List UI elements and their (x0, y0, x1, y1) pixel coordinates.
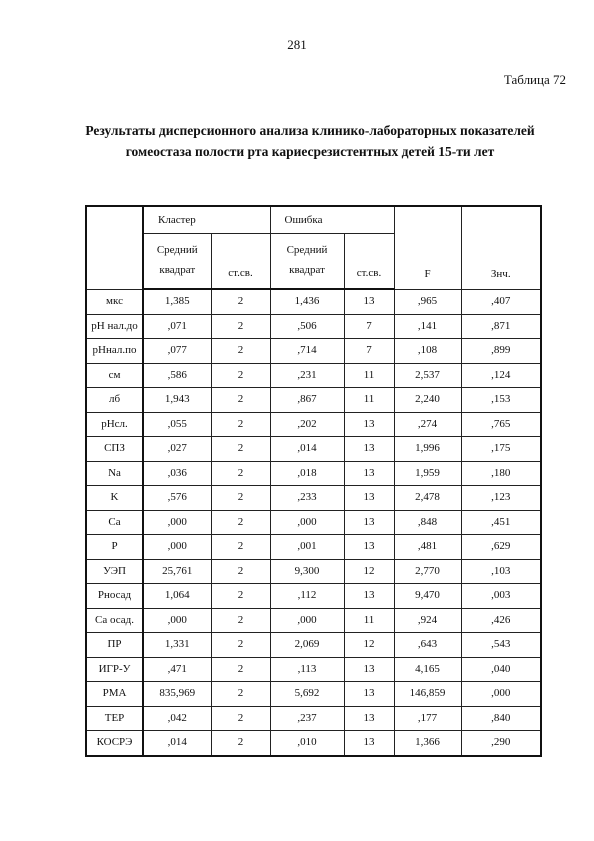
cluster-df-cell: 2 (211, 339, 270, 364)
table-row (86, 608, 541, 633)
cluster-mean-square-cell: ,036 (143, 461, 211, 486)
cluster-mean-square-cell: 25,761 (143, 559, 211, 584)
error-df-cell: 13 (344, 461, 394, 486)
error-df-cell: 11 (344, 363, 394, 388)
cluster-df-cell: 2 (211, 437, 270, 462)
error-mean-square-cell: ,112 (270, 584, 344, 609)
row-label-cell: Ca (86, 510, 143, 535)
error-mean-square-cell: 5,692 (270, 682, 344, 707)
f-value-cell: ,924 (394, 608, 461, 633)
table-row (86, 559, 541, 584)
significance-cell: ,124 (461, 363, 541, 388)
header-f: F (394, 206, 461, 289)
error-mean-square-cell: 1,436 (270, 289, 344, 314)
table-row (86, 437, 541, 462)
row-label-cell: pHнал.по (86, 339, 143, 364)
cluster-df-cell: 2 (211, 657, 270, 682)
f-value-cell: 2,478 (394, 486, 461, 511)
cluster-df-cell: 2 (211, 633, 270, 658)
header-error-df: ст.св. (344, 234, 394, 290)
significance-cell: ,899 (461, 339, 541, 364)
error-mean-square-cell: ,018 (270, 461, 344, 486)
cluster-mean-square-cell: ,471 (143, 657, 211, 682)
table-title (40, 120, 580, 162)
cluster-mean-square-cell: ,014 (143, 731, 211, 756)
f-value-cell: 146,859 (394, 682, 461, 707)
f-value-cell: 2,770 (394, 559, 461, 584)
table-row (86, 412, 541, 437)
header-cluster-mean-square-line2: квадрат (159, 264, 196, 276)
table-row (86, 339, 541, 364)
error-mean-square-cell: 2,069 (270, 633, 344, 658)
significance-cell: ,180 (461, 461, 541, 486)
row-label-cell: ИГР-У (86, 657, 143, 682)
row-label-cell: КОСРЭ (86, 731, 143, 756)
row-label-cell: K (86, 486, 143, 511)
cluster-df-cell: 2 (211, 289, 270, 314)
table-row (86, 363, 541, 388)
cluster-df-cell: 2 (211, 535, 270, 560)
cluster-df-cell: 2 (211, 486, 270, 511)
significance-cell: ,000 (461, 682, 541, 707)
table-row (86, 314, 541, 339)
cluster-mean-square-cell: 1,385 (143, 289, 211, 314)
cluster-df-cell: 2 (211, 682, 270, 707)
row-label-cell: pHсл. (86, 412, 143, 437)
table-row (86, 388, 541, 413)
error-mean-square-cell: ,001 (270, 535, 344, 560)
header-error-mean-square-line2: квадрат (289, 264, 325, 276)
cluster-mean-square-cell: ,000 (143, 535, 211, 560)
table-row (86, 535, 541, 560)
significance-cell: ,153 (461, 388, 541, 413)
table-row (86, 289, 541, 314)
error-df-cell: 13 (344, 682, 394, 707)
header-error-mean-square (270, 234, 344, 290)
cluster-df-cell: 2 (211, 388, 270, 413)
cluster-df-cell: 2 (211, 584, 270, 609)
significance-cell: ,629 (461, 535, 541, 560)
row-label-cell: ПР (86, 633, 143, 658)
table-row (86, 461, 541, 486)
error-mean-square-cell: ,202 (270, 412, 344, 437)
row-label-cell: мкс (86, 289, 143, 314)
row-label-cell: СПЗ (86, 437, 143, 462)
cluster-mean-square-cell: ,055 (143, 412, 211, 437)
table-row (86, 584, 541, 609)
row-label-cell: ТЕР (86, 706, 143, 731)
error-mean-square-cell: ,233 (270, 486, 344, 511)
cluster-df-cell: 2 (211, 314, 270, 339)
significance-cell: ,543 (461, 633, 541, 658)
error-df-cell: 13 (344, 584, 394, 609)
table-row (86, 633, 541, 658)
significance-cell: ,290 (461, 731, 541, 756)
error-mean-square-cell: ,506 (270, 314, 344, 339)
significance-cell: ,123 (461, 486, 541, 511)
error-df-cell: 13 (344, 289, 394, 314)
f-value-cell: ,108 (394, 339, 461, 364)
significance-cell: ,407 (461, 289, 541, 314)
title-line-2: гомеостаза полости рта кариесрезистентных детей 15-ти лет (125, 144, 495, 159)
f-value-cell: 2,537 (394, 363, 461, 388)
f-value-cell: 9,470 (394, 584, 461, 609)
table-label: Таблица 72 (503, 72, 566, 87)
error-df-cell: 12 (344, 559, 394, 584)
row-label-cell: УЭП (86, 559, 143, 584)
header-cluster-df: ст.св. (211, 234, 270, 290)
error-df-cell: 13 (344, 486, 394, 511)
error-mean-square-cell: ,867 (270, 388, 344, 413)
error-df-cell: 7 (344, 314, 394, 339)
header-error-mean-square-line1: Средний (286, 244, 328, 256)
cluster-mean-square-cell: ,576 (143, 486, 211, 511)
cluster-mean-square-cell: ,071 (143, 314, 211, 339)
error-mean-square-cell: ,113 (270, 657, 344, 682)
header-cluster-mean-square (143, 234, 211, 290)
significance-cell: ,871 (461, 314, 541, 339)
error-mean-square-cell: 9,300 (270, 559, 344, 584)
f-value-cell: 1,959 (394, 461, 461, 486)
f-value-cell: ,965 (394, 289, 461, 314)
error-mean-square-cell: ,000 (270, 608, 344, 633)
cluster-mean-square-cell: ,000 (143, 608, 211, 633)
f-value-cell: 1,366 (394, 731, 461, 756)
header-cluster: Кластер (143, 206, 270, 234)
row-label-cell: Ca осад. (86, 608, 143, 633)
cluster-df-cell: 2 (211, 412, 270, 437)
cluster-mean-square-cell: 835,969 (143, 682, 211, 707)
table-row (86, 510, 541, 535)
error-df-cell: 13 (344, 412, 394, 437)
row-label-cell: P (86, 535, 143, 560)
cluster-df-cell: 2 (211, 363, 270, 388)
significance-cell: ,451 (461, 510, 541, 535)
cluster-df-cell: 2 (211, 731, 270, 756)
cluster-mean-square-cell: 1,331 (143, 633, 211, 658)
error-df-cell: 13 (344, 535, 394, 560)
error-mean-square-cell: ,000 (270, 510, 344, 535)
row-label-cell: лб (86, 388, 143, 413)
header-corner-cell (86, 206, 143, 289)
f-value-cell: ,481 (394, 535, 461, 560)
table-row (86, 706, 541, 731)
error-mean-square-cell: ,231 (270, 363, 344, 388)
f-value-cell: 4,165 (394, 657, 461, 682)
cluster-mean-square-cell: ,586 (143, 363, 211, 388)
f-value-cell: ,141 (394, 314, 461, 339)
cluster-mean-square-cell: ,000 (143, 510, 211, 535)
cluster-df-cell: 2 (211, 559, 270, 584)
table-row (86, 682, 541, 707)
anova-table (85, 205, 542, 757)
error-df-cell: 13 (344, 510, 394, 535)
cluster-df-cell: 2 (211, 461, 270, 486)
f-value-cell: 1,996 (394, 437, 461, 462)
cluster-mean-square-cell: 1,064 (143, 584, 211, 609)
header-cluster-mean-square-line1: Средний (156, 244, 198, 256)
error-df-cell: 13 (344, 706, 394, 731)
table-row (86, 657, 541, 682)
error-mean-square-cell: ,237 (270, 706, 344, 731)
significance-cell: ,175 (461, 437, 541, 462)
cluster-mean-square-cell: ,042 (143, 706, 211, 731)
row-label-cell: Pносад (86, 584, 143, 609)
f-value-cell: ,848 (394, 510, 461, 535)
cluster-mean-square-cell: ,027 (143, 437, 211, 462)
significance-cell: ,103 (461, 559, 541, 584)
row-label-cell: pH нал.до (86, 314, 143, 339)
f-value-cell: ,177 (394, 706, 461, 731)
row-label-cell: Na (86, 461, 143, 486)
header-sig: Знч. (461, 206, 541, 289)
table-row (86, 486, 541, 511)
significance-cell: ,426 (461, 608, 541, 633)
significance-cell: ,003 (461, 584, 541, 609)
error-df-cell: 11 (344, 608, 394, 633)
header-row-groups (86, 206, 541, 234)
error-df-cell: 13 (344, 437, 394, 462)
f-value-cell: 2,240 (394, 388, 461, 413)
error-df-cell: 13 (344, 657, 394, 682)
cluster-df-cell: 2 (211, 608, 270, 633)
cluster-df-cell: 2 (211, 510, 270, 535)
significance-cell: ,765 (461, 412, 541, 437)
cluster-mean-square-cell: 1,943 (143, 388, 211, 413)
header-error: Ошибка (270, 206, 394, 234)
row-label-cell: РМА (86, 682, 143, 707)
cluster-mean-square-cell: ,077 (143, 339, 211, 364)
page-number: 281 (287, 37, 307, 52)
cluster-df-cell: 2 (211, 706, 270, 731)
error-mean-square-cell: ,014 (270, 437, 344, 462)
row-label-cell: см (86, 363, 143, 388)
error-df-cell: 13 (344, 731, 394, 756)
anova-table-body (86, 206, 541, 756)
error-mean-square-cell: ,714 (270, 339, 344, 364)
f-value-cell: ,274 (394, 412, 461, 437)
error-df-cell: 12 (344, 633, 394, 658)
title-line-1: Результаты дисперсионного анализа клинико-лабораторных показателей (85, 123, 535, 138)
significance-cell: ,040 (461, 657, 541, 682)
error-df-cell: 11 (344, 388, 394, 413)
significance-cell: ,840 (461, 706, 541, 731)
f-value-cell: ,643 (394, 633, 461, 658)
error-mean-square-cell: ,010 (270, 731, 344, 756)
error-df-cell: 7 (344, 339, 394, 364)
table-row (86, 731, 541, 756)
